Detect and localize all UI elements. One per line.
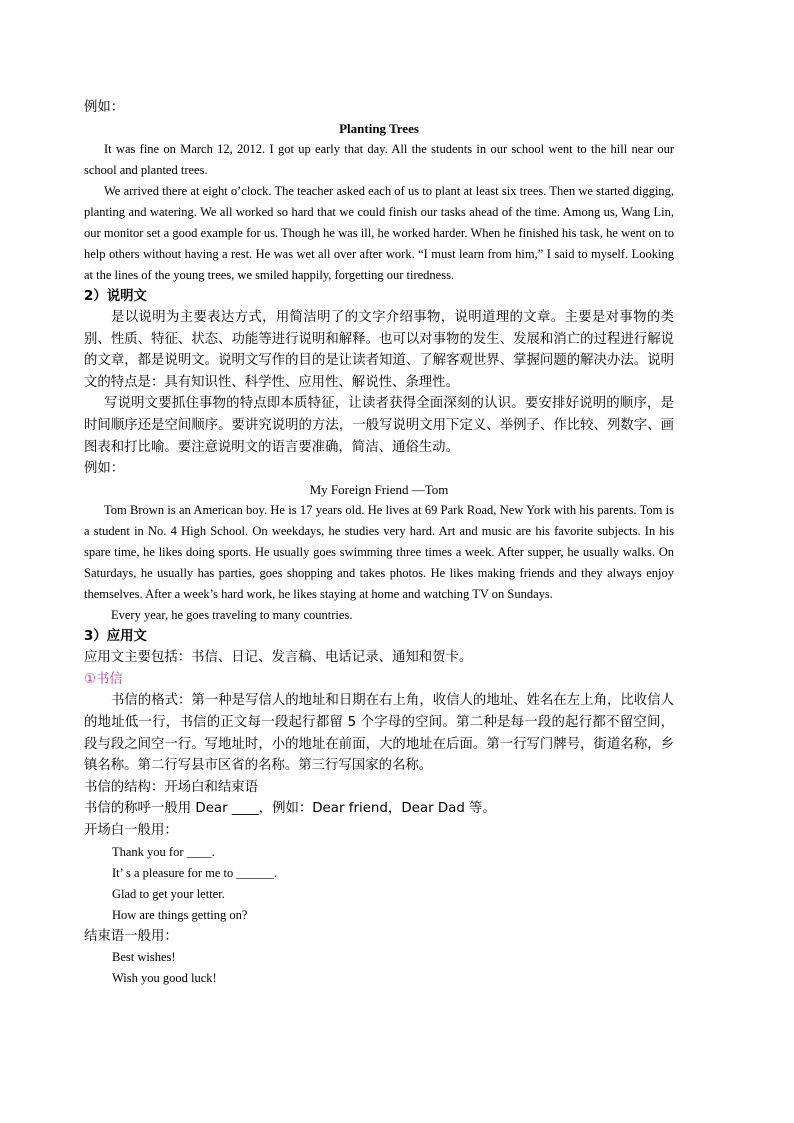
list-item: It’ s a pleasure for me to ______. [112,865,277,880]
body-paragraph: 是以说明为主要表达方式，用简洁明了的文字介绍事物，说明道理的文章。主要是对事物的类别、性质、特征、状态、功能等进行说明和解释。也可以对事物的发生、发展和消亡的过程进行解说的文章，都是说明文。说明文写作的目的是让读者知道、了解客观世界、掌握问题的解决办法。说明文的特点是：具有知识性、科学性、应用性、解说性、条理性。 [84,310,674,390]
list-label: 开场白一般用： [84,822,178,838]
essay-title: My Foreign Friend —Tom [309,482,449,498]
body-paragraph: 写说明文要抓住事物的特点即本质特征，让读者获得全面深刻的认识。要安排好说明的顺序，是时间顺序还是空间顺序。要讲究说明的方法，一般写说明文用下定义、举例子、作比较、列数字、画图表和打比喻。要注意说明文的语言要准确，简洁、通俗生动。 [84,396,674,455]
body-paragraph: 应用文主要包括：书信、日记、发言稿、电话记录、通知和贺卡。 [84,650,473,666]
list-item: Glad to get your letter. [112,886,225,901]
essay-paragraph: We arrived there at eight o’clock. The teacher asked each of us to plant at least six trees. Then we started digging, planting and watering. We all worked so hard that we could finish our tasks ahead of the time. Among us, Wang Lin, our monitor set a good example for us. Though he was ill, he worked harder. When he finished his task, he went on to help others without having a rest. He was wet all over after work. “I must learn from him,” I said to myself. Looking at the lines of the young trees, we smiled happily, forgetting our tiredness. [84,184,674,282]
list-item: Wish you good luck! [112,971,217,986]
section-heading: 3）应用文 [84,629,147,645]
list-item: How are things getting on? [112,907,248,922]
list-item: Thank you for ____. [112,844,215,859]
essay-paragraph: Tom Brown is an American boy. He is 17 years old. He lives at 69 Park Road, New York with his parents. Tom is a student in No. 4 High School. On weekdays, he studies very hard. Art and music are his favorite subjects. In his spare time, he likes doing sports. He usually goes swimming three times a week. After supper, he usually walks. On Saturdays, he usually has parties, goes shopping and takes photos. He likes making friends and they always enjoy themselves. After a week’s hard work, he likes staying at home and watching TV on Sundays. [84,503,674,602]
page-content [84,97,674,989]
section-heading: 2）说明文 [84,289,147,304]
body-paragraph: 书信的结构：开场白和结束语 [84,779,259,795]
essay-paragraph: It was fine on March 12, 2012. I got up early that day. All the students in our school went to the hill near our school and planted trees. [84,142,674,177]
essay-title: Planting Trees [339,121,419,136]
essay-paragraph: Every year, he goes traveling to many countries. [111,608,353,623]
list-label: 结束语一般用： [84,928,178,944]
example-label: 例如： [84,461,125,477]
body-paragraph: 书信的称呼一般用 Dear ____，例如：Dear friend，Dear Dad 等。 [84,801,496,817]
list-item: Best wishes! [112,950,176,965]
example-label: 例如： [84,100,125,115]
sub-heading: ①书信 [84,671,123,687]
body-paragraph: 书信的格式：第一种是写信人的地址和日期在右上角，收信人的地址、姓名在左上角，比收信人的地址低一行，书信的正文每一段起行都留 5 个字母的空间。第二种是每一段的起行都不留空间，段与段之间空一行。写地址时，小的地址在前面，大的地址在后面。第一行写门牌号，街道名称，乡镇名称。第二行写县市区省的名称。第三行写国家的名称。 [84,693,674,774]
